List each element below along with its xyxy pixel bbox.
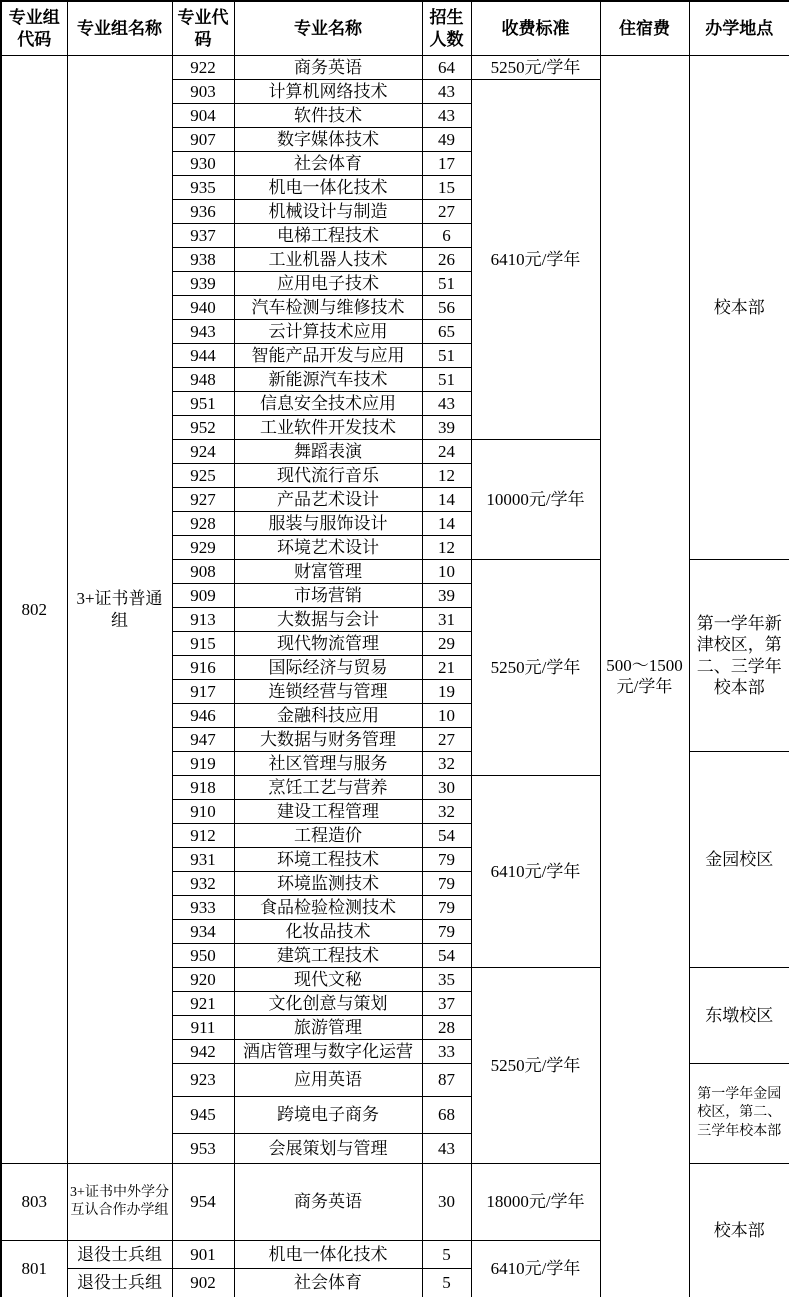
group-code-cell: 802 (1, 56, 67, 1164)
major-code-cell: 933 (172, 896, 234, 920)
enrollment-cell: 43 (422, 392, 471, 416)
enrollment-cell: 37 (422, 992, 471, 1016)
enrollment-cell: 15 (422, 176, 471, 200)
major-code-cell: 947 (172, 728, 234, 752)
location-cell: 校本部 (689, 1164, 789, 1297)
group-code-cell: 801 (1, 1241, 67, 1297)
fee-cell: 6410元/学年 (471, 1241, 600, 1297)
major-code-cell: 948 (172, 368, 234, 392)
major-code-cell: 910 (172, 800, 234, 824)
major-code-cell: 934 (172, 920, 234, 944)
major-name-cell: 会展策划与管理 (234, 1134, 422, 1164)
major-code-cell: 950 (172, 944, 234, 968)
major-code-cell: 916 (172, 656, 234, 680)
enrollment-cell: 27 (422, 200, 471, 224)
major-name-cell: 服装与服饰设计 (234, 512, 422, 536)
enrollment-cell: 27 (422, 728, 471, 752)
table-row (1, 56, 789, 80)
major-name-cell: 软件技术 (234, 104, 422, 128)
enrollment-cell: 65 (422, 320, 471, 344)
enrollment-cell: 35 (422, 968, 471, 992)
major-code-cell: 920 (172, 968, 234, 992)
enrollment-cell: 32 (422, 800, 471, 824)
major-code-cell: 919 (172, 752, 234, 776)
enrollment-cell: 54 (422, 944, 471, 968)
fee-cell: 5250元/学年 (471, 968, 600, 1164)
enrollment-cell: 79 (422, 872, 471, 896)
major-code-cell: 932 (172, 872, 234, 896)
enrollment-cell: 28 (422, 1016, 471, 1040)
fee-cell: 5250元/学年 (471, 560, 600, 776)
major-name-cell: 跨境电子商务 (234, 1097, 422, 1134)
enrollment-cell: 6 (422, 224, 471, 248)
major-code-cell: 944 (172, 344, 234, 368)
location-cell: 金园校区 (689, 752, 789, 968)
major-name-cell: 计算机网络技术 (234, 80, 422, 104)
enrollment-cell: 43 (422, 80, 471, 104)
major-name-cell: 新能源汽车技术 (234, 368, 422, 392)
major-name-cell: 商务英语 (234, 56, 422, 80)
major-name-cell: 环境监测技术 (234, 872, 422, 896)
major-name-cell: 食品检验检测技术 (234, 896, 422, 920)
enrollment-cell: 43 (422, 104, 471, 128)
column-header: 办学地点 (689, 1, 789, 56)
major-code-cell: 938 (172, 248, 234, 272)
enrollment-cell: 54 (422, 824, 471, 848)
major-name-cell: 文化创意与策划 (234, 992, 422, 1016)
major-name-cell: 舞蹈表演 (234, 440, 422, 464)
enrollment-cell: 26 (422, 248, 471, 272)
major-code-cell: 913 (172, 608, 234, 632)
major-name-cell: 机械设计与制造 (234, 200, 422, 224)
group-name-cell: 3+证书普通组 (67, 56, 172, 1164)
major-code-cell: 939 (172, 272, 234, 296)
enrollment-cell: 19 (422, 680, 471, 704)
enrollment-cell: 31 (422, 608, 471, 632)
major-code-cell: 923 (172, 1064, 234, 1097)
major-name-cell: 商务英语 (234, 1164, 422, 1241)
major-code-cell: 912 (172, 824, 234, 848)
group-name-cell: 退役士兵组 (67, 1241, 172, 1269)
major-name-cell: 智能产品开发与应用 (234, 344, 422, 368)
major-name-cell: 机电一体化技术 (234, 1241, 422, 1269)
major-name-cell: 现代文秘 (234, 968, 422, 992)
enrollment-cell: 21 (422, 656, 471, 680)
major-code-cell: 915 (172, 632, 234, 656)
major-code-cell: 917 (172, 680, 234, 704)
enrollment-cell: 39 (422, 416, 471, 440)
major-code-cell: 935 (172, 176, 234, 200)
column-header: 专业名称 (234, 1, 422, 56)
major-code-cell: 929 (172, 536, 234, 560)
major-name-cell: 应用英语 (234, 1064, 422, 1097)
major-name-cell: 酒店管理与数字化运营 (234, 1040, 422, 1064)
major-code-cell: 931 (172, 848, 234, 872)
major-code-cell: 902 (172, 1269, 234, 1297)
major-name-cell: 财富管理 (234, 560, 422, 584)
fee-cell: 5250元/学年 (471, 56, 600, 80)
column-header: 专业组代码 (1, 1, 67, 56)
enrollment-cell: 68 (422, 1097, 471, 1134)
enrollment-cell: 5 (422, 1241, 471, 1269)
major-code-cell: 954 (172, 1164, 234, 1241)
group-code-cell: 803 (1, 1164, 67, 1241)
column-header: 专业代码 (172, 1, 234, 56)
group-name-cell: 退役士兵组 (67, 1269, 172, 1297)
enrollment-cell: 17 (422, 152, 471, 176)
major-name-cell: 云计算技术应用 (234, 320, 422, 344)
enrollment-cell: 51 (422, 344, 471, 368)
location-cell: 第一学年金园校区，第二、三学年校本部 (689, 1064, 789, 1164)
enrollment-cell: 43 (422, 1134, 471, 1164)
fee-cell: 6410元/学年 (471, 776, 600, 968)
fee-cell: 10000元/学年 (471, 440, 600, 560)
major-name-cell: 化妆品技术 (234, 920, 422, 944)
major-code-cell: 924 (172, 440, 234, 464)
enrollment-cell: 87 (422, 1064, 471, 1097)
enrollment-cell: 32 (422, 752, 471, 776)
group-name-cell: 3+证书中外学分互认合作办学组 (67, 1164, 172, 1241)
enrollment-cell: 12 (422, 536, 471, 560)
major-code-cell: 918 (172, 776, 234, 800)
major-name-cell: 环境工程技术 (234, 848, 422, 872)
enrollment-cell: 14 (422, 488, 471, 512)
major-name-cell: 环境艺术设计 (234, 536, 422, 560)
column-header: 收费标准 (471, 1, 600, 56)
major-name-cell: 应用电子技术 (234, 272, 422, 296)
enrollment-cell: 39 (422, 584, 471, 608)
enrollment-cell: 30 (422, 1164, 471, 1241)
location-cell: 东墩校区 (689, 968, 789, 1064)
major-name-cell: 金融科技应用 (234, 704, 422, 728)
column-header: 住宿费 (600, 1, 689, 56)
enrollment-cell: 12 (422, 464, 471, 488)
major-name-cell: 工业软件开发技术 (234, 416, 422, 440)
major-code-cell: 927 (172, 488, 234, 512)
enrollment-cell: 33 (422, 1040, 471, 1064)
major-name-cell: 电梯工程技术 (234, 224, 422, 248)
major-name-cell: 工业机器人技术 (234, 248, 422, 272)
major-code-cell: 904 (172, 104, 234, 128)
enrollment-cell: 51 (422, 272, 471, 296)
major-name-cell: 产品艺术设计 (234, 488, 422, 512)
major-code-cell: 903 (172, 80, 234, 104)
column-header: 专业组名称 (67, 1, 172, 56)
location-cell: 第一学年新津校区，第二、三学年校本部 (689, 560, 789, 752)
major-code-cell: 909 (172, 584, 234, 608)
major-code-cell: 925 (172, 464, 234, 488)
enrollment-cell: 79 (422, 896, 471, 920)
major-code-cell: 945 (172, 1097, 234, 1134)
major-code-cell: 937 (172, 224, 234, 248)
major-code-cell: 901 (172, 1241, 234, 1269)
major-name-cell: 工程造价 (234, 824, 422, 848)
major-name-cell: 汽车检测与维修技术 (234, 296, 422, 320)
major-code-cell: 943 (172, 320, 234, 344)
major-code-cell: 907 (172, 128, 234, 152)
major-code-cell: 940 (172, 296, 234, 320)
location-cell: 校本部 (689, 56, 789, 560)
major-name-cell: 数字媒体技术 (234, 128, 422, 152)
major-code-cell: 951 (172, 392, 234, 416)
major-name-cell: 旅游管理 (234, 1016, 422, 1040)
major-code-cell: 946 (172, 704, 234, 728)
table-body (1, 56, 789, 1297)
enrollment-cell: 64 (422, 56, 471, 80)
accommodation-cell: 500～1500元/学年 (600, 56, 689, 1297)
enrollment-cell: 14 (422, 512, 471, 536)
fee-cell: 6410元/学年 (471, 80, 600, 440)
column-header: 招生人数 (422, 1, 471, 56)
fee-cell: 18000元/学年 (471, 1164, 600, 1241)
major-name-cell: 社区管理与服务 (234, 752, 422, 776)
enrollment-cell: 51 (422, 368, 471, 392)
major-name-cell: 大数据与会计 (234, 608, 422, 632)
enrollment-cell: 56 (422, 296, 471, 320)
major-name-cell: 连锁经营与管理 (234, 680, 422, 704)
major-name-cell: 社会体育 (234, 152, 422, 176)
enrollment-cell: 24 (422, 440, 471, 464)
enrollment-cell: 29 (422, 632, 471, 656)
enrollment-cell: 5 (422, 1269, 471, 1297)
major-name-cell: 机电一体化技术 (234, 176, 422, 200)
enrollment-cell: 10 (422, 704, 471, 728)
major-name-cell: 大数据与财务管理 (234, 728, 422, 752)
enrollment-cell: 30 (422, 776, 471, 800)
header-row (1, 1, 789, 56)
major-name-cell: 国际经济与贸易 (234, 656, 422, 680)
major-code-cell: 936 (172, 200, 234, 224)
enrollment-cell: 10 (422, 560, 471, 584)
major-name-cell: 烹饪工艺与营养 (234, 776, 422, 800)
enrollment-cell: 79 (422, 920, 471, 944)
major-code-cell: 928 (172, 512, 234, 536)
major-code-cell: 942 (172, 1040, 234, 1064)
major-name-cell: 现代物流管理 (234, 632, 422, 656)
major-code-cell: 921 (172, 992, 234, 1016)
major-code-cell: 953 (172, 1134, 234, 1164)
enrollment-cell: 49 (422, 128, 471, 152)
major-code-cell: 952 (172, 416, 234, 440)
major-name-cell: 建设工程管理 (234, 800, 422, 824)
major-name-cell: 信息安全技术应用 (234, 392, 422, 416)
major-code-cell: 930 (172, 152, 234, 176)
major-name-cell: 社会体育 (234, 1269, 422, 1297)
major-code-cell: 922 (172, 56, 234, 80)
major-name-cell: 建筑工程技术 (234, 944, 422, 968)
enrollment-cell: 79 (422, 848, 471, 872)
major-code-cell: 911 (172, 1016, 234, 1040)
major-name-cell: 现代流行音乐 (234, 464, 422, 488)
major-code-cell: 908 (172, 560, 234, 584)
major-name-cell: 市场营销 (234, 584, 422, 608)
